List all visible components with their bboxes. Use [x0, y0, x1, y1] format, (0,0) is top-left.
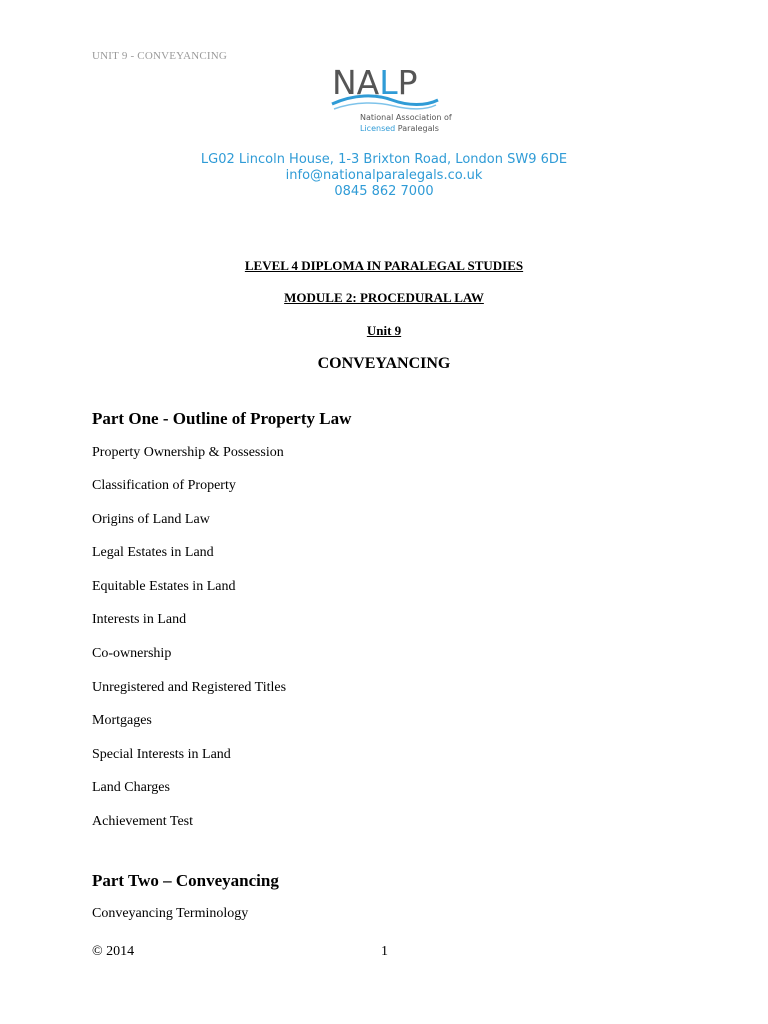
- logo-subtitle-paralegals: Paralegals: [395, 124, 439, 133]
- list-item: Unregistered and Registered Titles: [92, 680, 287, 695]
- contact-address: LG02 Lincoln House, 1-3 Brixton Road, London SW9 6DE: [200, 152, 568, 167]
- svg-text:Licensed Paralegals: [360, 124, 439, 133]
- list-item: Land Charges: [92, 780, 170, 795]
- part-two-heading: Part Two – Conveyancing: [92, 871, 279, 890]
- contact-block: [0, 152, 768, 200]
- list-item: Property Ownership & Possession: [92, 445, 284, 460]
- nalp-logo: [330, 63, 452, 140]
- logo-letter-l: L: [379, 63, 398, 102]
- list-item: Co-ownership: [92, 646, 172, 661]
- footer-page-number: 1: [381, 944, 388, 959]
- contact-phone: 0845 862 7000: [334, 184, 434, 199]
- list-item: Interests in Land: [92, 612, 187, 627]
- list-item: Conveyancing Terminology: [92, 906, 249, 921]
- list-item: Origins of Land Law: [92, 512, 210, 527]
- contact-email: info@nationalparalegals.co.uk: [285, 168, 483, 183]
- list-item: Legal Estates in Land: [92, 545, 214, 560]
- logo-subtitle-licensed: Licensed: [360, 124, 396, 133]
- logo-subtitle-line1: National Association of: [360, 113, 452, 122]
- diploma-heading: LEVEL 4 DIPLOMA IN PARALEGAL STUDIES: [244, 258, 524, 273]
- list-item: Achievement Test: [92, 814, 194, 829]
- logo-letter-p: P: [397, 63, 418, 102]
- list-item: Special Interests in Land: [92, 747, 231, 762]
- unit-heading: Unit 9: [366, 323, 402, 338]
- list-item: Equitable Estates in Land: [92, 579, 236, 594]
- part-one-heading: Part One - Outline of Property Law: [92, 409, 352, 428]
- module-heading: MODULE 2: PROCEDURAL LAW: [284, 290, 484, 305]
- footer-copyright: © 2014: [92, 944, 135, 959]
- running-header: UNIT 9 - CONVEYANCING: [92, 50, 228, 62]
- list-item: Mortgages: [92, 713, 152, 728]
- list-item: Classification of Property: [92, 478, 236, 493]
- logo-letters-na: NA: [332, 63, 380, 102]
- document-title: CONVEYANCING: [317, 355, 451, 372]
